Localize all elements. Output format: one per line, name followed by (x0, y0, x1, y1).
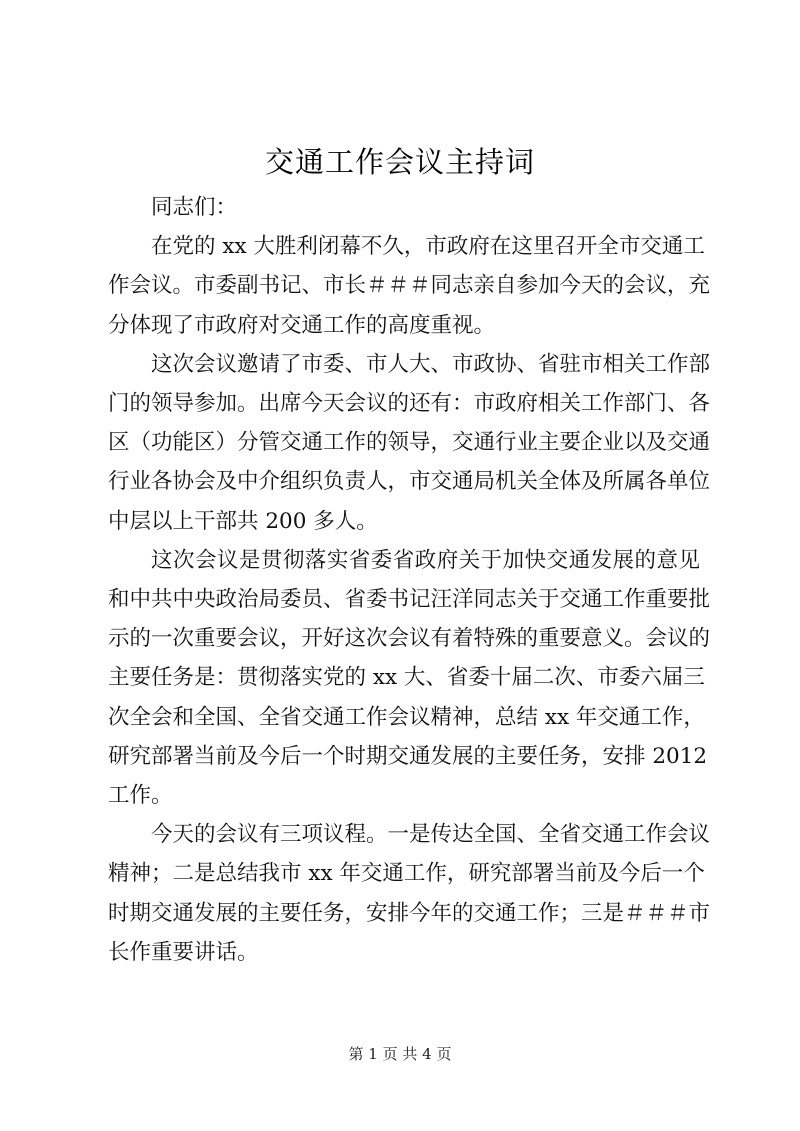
paragraph-line: 主要任务是：贯彻落实党的 xx 大、省委十届二次、市委六届三 (108, 665, 705, 691)
salutation-paragraph (108, 188, 700, 227)
paragraph-line: 这次会议是贯彻落实省委省政府关于加快交通发展的意见 (151, 547, 700, 573)
paragraph-line: 这次会议邀请了市委、市人大、市政协、省驻市相关工作部 (151, 351, 711, 377)
paragraph-line: 今天的会议有三项议程。一是传达全国、全省交通工作会议 (151, 822, 711, 848)
paragraph-line: 和中共中央政治局委员、省委书记汪洋同志关于交通工作重要批 (108, 587, 711, 613)
paragraph-line: 研究部署当前及今后一个时期交通发展的主要任务，安排 2012 (108, 743, 708, 769)
paragraph-line: 同志们： (151, 195, 238, 220)
paragraph-line: 示的一次重要会议，开好这次会议有着特殊的重要意义。会议的 (108, 626, 711, 652)
paragraph-line: 作会议。市委副书记、市长＃＃＃同志亲自参加今天的会议，充 (108, 273, 711, 299)
body-paragraph (108, 227, 711, 345)
paragraph-line: 长作重要讲话。 (108, 939, 259, 965)
paragraph-line: 次全会和全国、全省交通工作会议精神，总结 xx 年交通工作， (108, 704, 705, 730)
paragraph-line: 工作。 (108, 783, 173, 809)
document-title: 交通工作会议主持词 (264, 145, 535, 179)
paragraph-line: 分体现了市政府对交通工作的高度重视。 (108, 312, 496, 338)
paragraph-line: 在党的 xx 大胜利闭幕不久，市政府在这里召开全市交通工 (151, 234, 705, 260)
paragraph-line: 行业各协会及中介组织负责人，市交通局机关全体及所属各单位 (108, 469, 711, 495)
document-body (108, 188, 711, 972)
page-footer: 第 1 页 共 4 页 (348, 1045, 452, 1063)
paragraph-line: 精神；二是总结我市 xx 年交通工作，研究部署当前及今后一个 (108, 861, 705, 887)
paragraph-line: 时期交通发展的主要任务，安排今年的交通工作；三是＃＃＃市 (108, 900, 711, 926)
body-paragraph (108, 541, 711, 815)
body-paragraph (108, 345, 711, 541)
body-paragraph (108, 815, 711, 972)
paragraph-line: 区（功能区）分管交通工作的领导，交通行业主要企业以及交通 (108, 430, 711, 456)
paragraph-line: 中层以上干部共 200 多人。 (108, 508, 378, 534)
paragraph-line: 门的领导参加。出席今天会议的还有：市政府相关工作部门、各 (108, 391, 711, 417)
